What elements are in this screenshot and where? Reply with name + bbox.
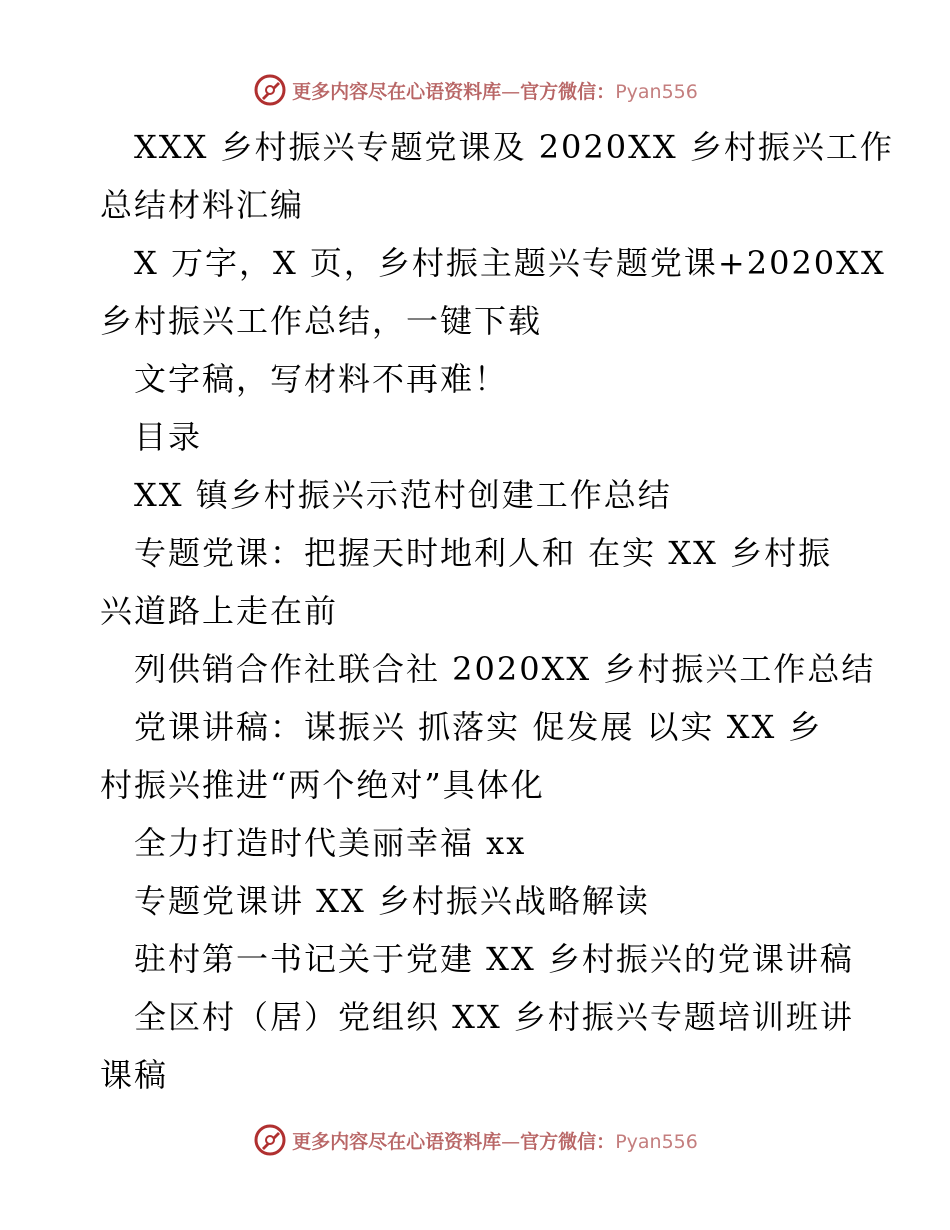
paragraph-line: 全区村（居）党组织 XX 乡村振兴专题培训班讲 [134, 998, 854, 1036]
paragraph-line: 村振兴推进“两个绝对”具体化 [100, 766, 545, 804]
paragraph-line: 兴道路上走在前 [100, 592, 339, 630]
paragraph-line: 党课讲稿：谋振兴 抓落实 促发展 以实 XX 乡 [134, 708, 823, 746]
paragraph-line: 专题党课：把握天时地利人和 在实 XX 乡村振 [134, 534, 833, 572]
header-watermark [0, 70, 950, 110]
paragraph [0, 524, 950, 640]
paragraph [0, 872, 950, 930]
pen-logo-icon [252, 72, 288, 108]
paragraph-line: 乡村振兴工作总结，一键下载 [100, 302, 543, 340]
paragraph-line: XXX 乡村振兴专题党课及 2020XX 乡村振兴工作 [134, 128, 894, 166]
paragraph [0, 640, 950, 698]
paragraph [0, 118, 950, 234]
paragraph-line: 驻村第一书记关于党建 XX 乡村振兴的党课讲稿 [134, 940, 854, 978]
paragraph-line: 文字稿，写材料不再难！ [134, 360, 509, 398]
paragraph [0, 466, 950, 524]
paragraph-line: 全力打造时代美丽幸福 xx [134, 824, 527, 862]
footer-watermark [0, 1120, 950, 1160]
paragraph-line: X 万字，X 页，乡村振主题兴专题党课+2020XX [134, 244, 886, 282]
watermark-text: 更多内容尽在心语资料库—官方微信：Pyan556 [292, 1130, 698, 1153]
paragraph [0, 814, 950, 872]
watermark-text: 更多内容尽在心语资料库—官方微信：Pyan556 [292, 80, 698, 103]
paragraph-line: 列供销合作社联合社 2020XX 乡村振兴工作总结 [134, 650, 876, 688]
paragraph [0, 988, 950, 1104]
paragraph [0, 350, 950, 408]
paragraph [0, 698, 950, 814]
document-body [0, 118, 950, 1104]
paragraph-line: XX 镇乡村振兴示范村创建工作总结 [134, 476, 672, 514]
paragraph [0, 234, 950, 350]
paragraph [0, 930, 950, 988]
paragraph-line: 专题党课讲 XX 乡村振兴战略解读 [134, 882, 650, 920]
paragraph [0, 408, 950, 466]
paragraph-line: 总结材料汇编 [100, 186, 305, 224]
paragraph-line: 课稿 [100, 1056, 169, 1094]
paragraph-line: 目录 [134, 418, 203, 456]
pen-logo-icon [252, 1122, 288, 1158]
